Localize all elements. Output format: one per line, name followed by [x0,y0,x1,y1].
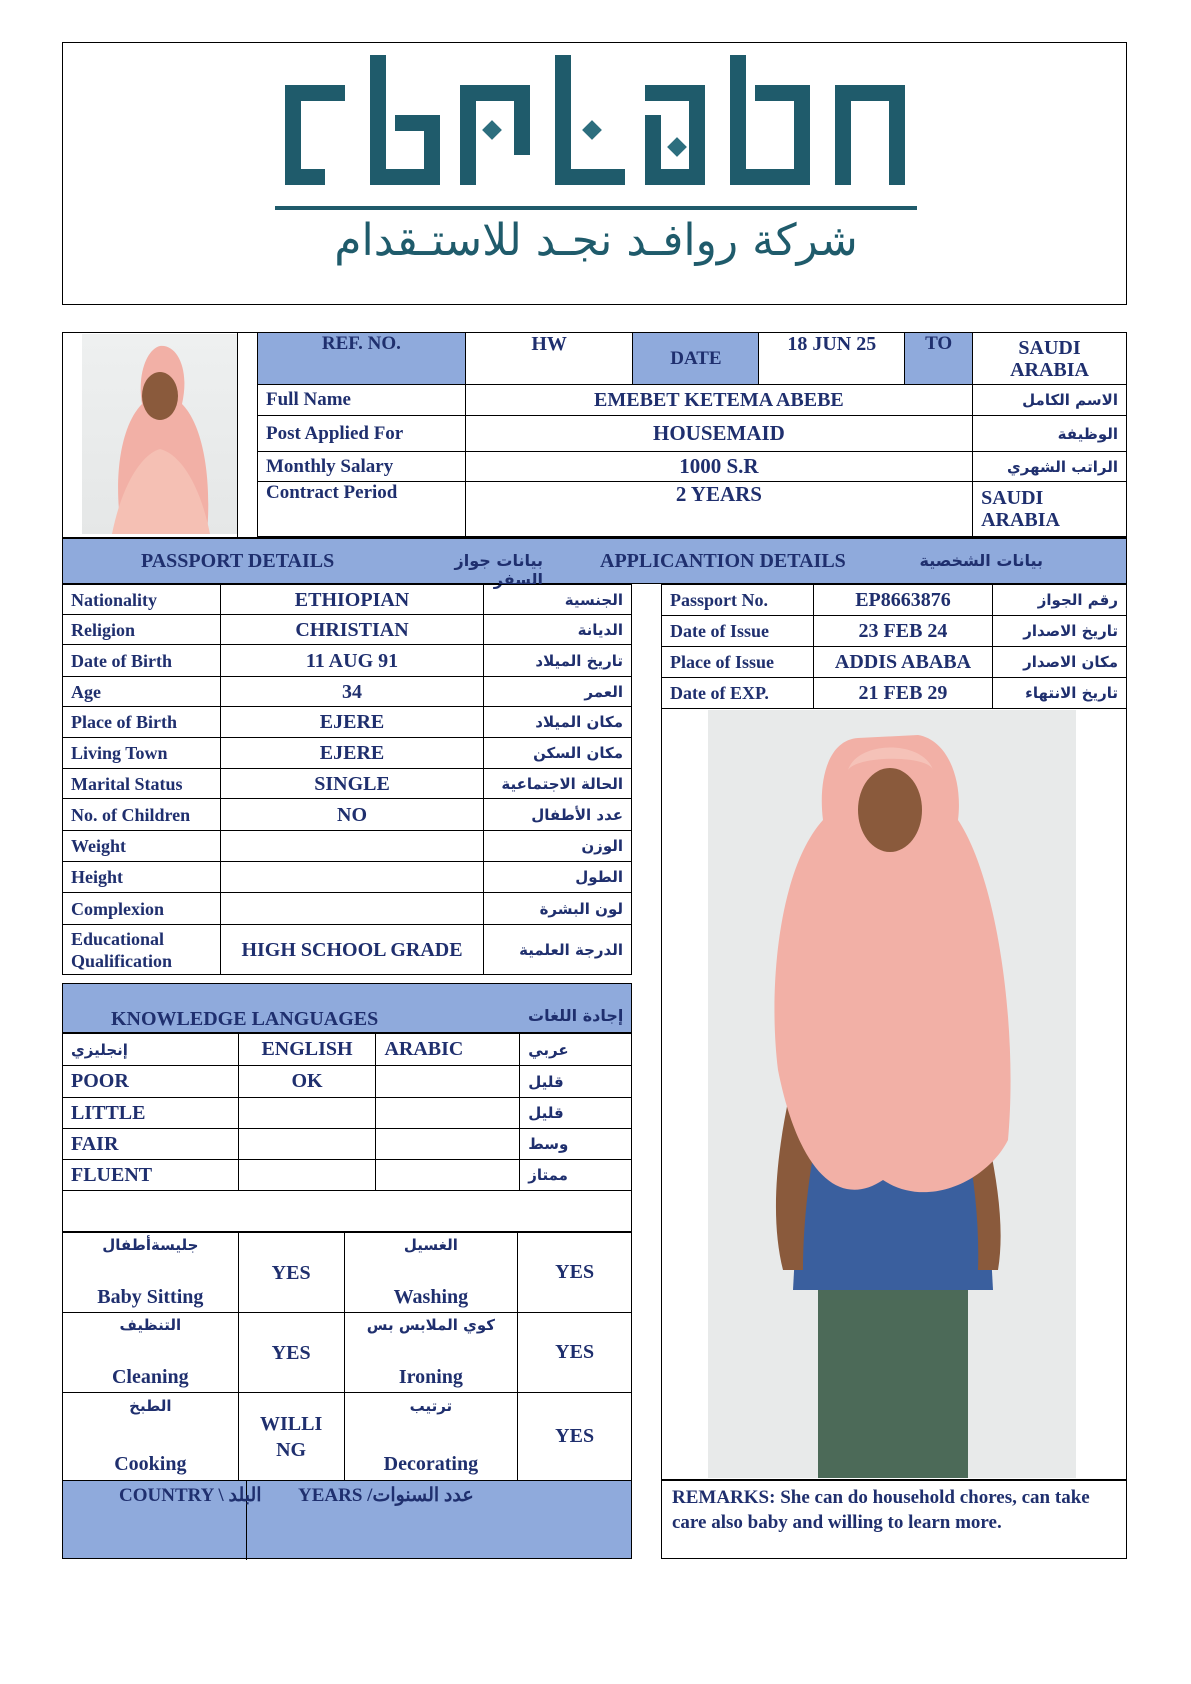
passport-label: Date of Issue [662,616,814,647]
personal-label: Nationality [63,585,221,615]
skill-cell-left [63,1313,239,1393]
skill-ar: التنظيف [119,1316,182,1334]
passport-row [662,678,1127,709]
skill-row [63,1233,632,1313]
portrait-figure [82,334,237,534]
personal-table [62,584,632,975]
personal-row [63,799,632,831]
ref-value: HW [465,333,633,385]
skill-en: Decorating [383,1453,479,1475]
spacer-row [62,1190,632,1232]
language-arabic [376,1098,520,1129]
skill-ar: كوي الملابس بس [366,1316,495,1334]
language-english [238,1160,376,1191]
skill-cell-right [344,1313,518,1393]
remarks-box [661,1480,1127,1559]
lang-header-arabic-ar: عربي [520,1034,632,1066]
salary-ar: الراتب الشهري [973,452,1127,482]
full-body-photo [708,710,1076,1478]
lang-header-english-ar: إنجليزي [63,1034,239,1066]
language-arabic [376,1066,520,1098]
post-ar: الوظيفة [973,416,1127,452]
languages-title-bar [62,983,632,1033]
personal-label: Age [63,677,221,707]
lang-header-arabic: ARABIC [376,1034,520,1066]
company-name-ar: شركة روافـد نجـد للاستـقدام [334,215,858,266]
language-level-ar: ممتاز [520,1160,632,1191]
personal-value: 11 AUG 91 [220,645,483,677]
passport-label: Date of EXP. [662,678,814,709]
skill-en: Cooking [114,1453,187,1475]
skill-en: Ironing [398,1366,463,1388]
personal-row [63,925,632,975]
language-level-ar: قليل [520,1066,632,1098]
passport-value: EP8663876 [813,585,993,616]
skill-value: YES [518,1313,632,1393]
language-level: FLUENT [63,1160,239,1191]
personal-label-ar: الوزن [484,831,632,862]
passport-details-title-ar: بيانات جواز السفر [454,551,543,589]
personal-value: SINGLE [220,769,483,799]
passport-row [662,616,1127,647]
personal-value: EJERE [220,707,483,738]
personal-row [63,645,632,677]
personal-row [63,615,632,645]
application-details-title-ar: بيانات الشخصية [919,551,1043,570]
language-level: LITTLE [63,1098,239,1129]
passport-value: 21 FEB 29 [813,678,993,709]
skill-cell-left [63,1233,239,1313]
personal-label: Weight [63,831,221,862]
personal-value [220,831,483,862]
language-row [63,1066,632,1098]
application-details-title: APPLICANTION DETAILS [600,550,846,572]
skill-row [63,1393,632,1481]
portrait-photo [82,334,237,534]
personal-label-ar: عدد الأطفال [484,799,632,831]
personal-label-ar: الجنسية [484,585,632,615]
skill-cell-left [63,1393,239,1481]
personal-value: 34 [220,677,483,707]
personal-label-ar: مكان السكن [484,738,632,769]
skill-en: Washing [393,1286,469,1308]
lang-header-english: ENGLISH [238,1034,376,1066]
personal-label: No. of Children [63,799,221,831]
personal-row [63,677,632,707]
skill-row [63,1313,632,1393]
logo-divider [275,206,917,210]
remarks-text: REMARKS: She can do household chores, can take care also baby and willing to learn more. [672,1487,1090,1533]
full-name-label: Full Name [258,385,466,416]
language-level: POOR [63,1066,239,1098]
languages-title: KNOWLEDGE LANGUAGES [111,1008,379,1030]
skill-value: YES [238,1233,344,1313]
skills-table [62,1232,632,1481]
experience-box [62,1480,632,1559]
logo-box [62,42,1127,305]
personal-value: NO [220,799,483,831]
language-arabic [376,1160,520,1191]
personal-value: EJERE [220,738,483,769]
skill-cell-right [344,1233,518,1313]
personal-row [63,831,632,862]
skill-value: YES [518,1233,632,1313]
language-english [238,1129,376,1160]
personal-label: Religion [63,615,221,645]
passport-label-ar: تاريخ الاصدار [993,616,1127,647]
post-value: HOUSEMAID [465,416,972,452]
language-row [63,1129,632,1160]
personal-label-ar: الدرجة العلمية [484,925,632,975]
company-logo [275,45,915,195]
personal-label-ar: الديانة [484,615,632,645]
languages-table [62,1033,632,1191]
personal-label-ar: لون البشرة [484,893,632,925]
personal-row [63,893,632,925]
personal-label: Date of Birth [63,645,221,677]
passport-label: Place of Issue [662,647,814,678]
salary-label: Monthly Salary [258,452,466,482]
passport-value: 23 FEB 24 [813,616,993,647]
personal-value: HIGH SCHOOL GRADE [220,925,483,975]
personal-label-ar: تاريخ الميلاد [484,645,632,677]
date-value: 18 JUN 25 [759,333,905,385]
personal-label: Living Town [63,738,221,769]
skill-value: YES [518,1393,632,1481]
personal-value [220,893,483,925]
contract-label: Contract Period [258,482,466,537]
skill-en: Cleaning [111,1366,189,1388]
country-header: COUNTRY \ البلد [119,1485,262,1506]
header-table [257,332,1127,537]
skill-cell-right [344,1393,518,1481]
personal-row [63,769,632,799]
language-arabic [376,1129,520,1160]
personal-value: CHRISTIAN [220,615,483,645]
full-name-value: EMEBET KETEMA ABEBE [465,385,972,416]
to-label: TO [905,333,973,385]
skill-ar: الغسيل [403,1236,458,1254]
skill-value: YES [238,1313,344,1393]
language-level-ar: وسط [520,1129,632,1160]
language-level: FAIR [63,1129,239,1160]
languages-title-ar: إجادة اللغات [528,1006,624,1025]
ref-label: REF. NO. [258,333,466,385]
personal-label-ar: مكان الميلاد [484,707,632,738]
language-row [63,1160,632,1191]
section-bar [62,538,1127,589]
passport-label-ar: مكان الاصدار [993,647,1127,678]
post-label: Post Applied For [258,416,466,452]
personal-label-ar: الطول [484,862,632,893]
skill-ar: الطبخ [129,1397,172,1415]
passport-table [661,584,1127,709]
skill-en: Baby Sitting [97,1286,204,1308]
passport-row [662,647,1127,678]
passport-details-title: PASSPORT DETAILS [141,550,335,572]
full-body-figure [708,710,1076,1478]
full-name-ar: الاسم الكامل [973,385,1127,416]
language-english [238,1098,376,1129]
language-english: OK [238,1066,376,1098]
personal-label: Complexion [63,893,221,925]
language-row [63,1098,632,1129]
personal-row [63,862,632,893]
skill-ar: جليسةأطفال [102,1236,199,1254]
passport-label-ar: رقم الجواز [993,585,1127,616]
personal-value: ETHIOPIAN [220,585,483,615]
personal-row [63,738,632,769]
personal-label: Place of Birth [63,707,221,738]
skill-ar: ترتيب [409,1397,453,1415]
salary-value: 1000 S.R [465,452,972,482]
passport-label-ar: تاريخ الانتهاء [993,678,1127,709]
personal-label: Educational Qualification [63,925,221,975]
personal-row [63,707,632,738]
skill-value: WILLI NG [238,1393,344,1481]
personal-label-ar: الحالة الاجتماعية [484,769,632,799]
passport-value: ADDIS ABABA [813,647,993,678]
personal-value [220,862,483,893]
date-label: DATE [633,333,759,385]
contract-right: SAUDI ARABIA [973,482,1127,537]
to-value: SAUDI ARABIA [973,333,1127,385]
language-level-ar: قليل [520,1098,632,1129]
personal-label: Height [63,862,221,893]
contract-value: 2 YEARS [465,482,972,537]
personal-label: Marital Status [63,769,221,799]
years-header: YEARS /عدد السنوات [298,1485,474,1506]
passport-label: Passport No. [662,585,814,616]
personal-label-ar: العمر [484,677,632,707]
personal-row [63,585,632,615]
passport-row [662,585,1127,616]
